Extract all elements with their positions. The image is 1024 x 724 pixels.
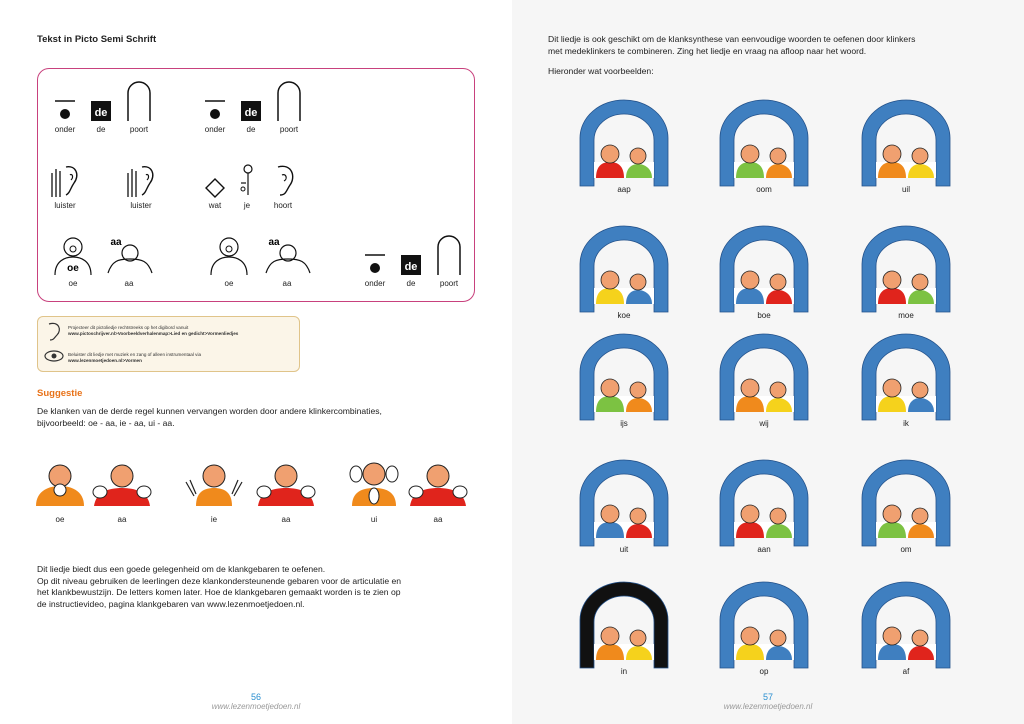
de-icon bbox=[399, 249, 423, 277]
picto-wat: wat bbox=[190, 167, 240, 210]
gesture-aa: aa bbox=[92, 460, 152, 524]
de-icon bbox=[89, 95, 113, 123]
arch-picto-icon bbox=[712, 330, 816, 422]
arch-picto-icon bbox=[854, 330, 958, 422]
person-aa-icon bbox=[256, 460, 316, 506]
left-footer bbox=[156, 692, 356, 711]
person-ui-icon bbox=[344, 460, 404, 506]
oe-glyph-text: oe bbox=[67, 263, 79, 274]
example-uit bbox=[572, 456, 676, 560]
person-ie-icon bbox=[184, 460, 244, 506]
gesture-aa-2: aa bbox=[256, 460, 316, 524]
example-word: uil bbox=[901, 185, 910, 194]
de-glyph-text: de bbox=[94, 107, 108, 119]
arch-picto-icon bbox=[854, 578, 958, 670]
ear-icon bbox=[268, 161, 298, 199]
gesture-oe: oe bbox=[30, 460, 90, 524]
picto-text-box bbox=[37, 68, 475, 302]
footer-url: www.lezenmoetjedoen.nl bbox=[211, 702, 301, 711]
footer-url: www.lezenmoetjedoen.nl bbox=[723, 702, 813, 711]
example-word: moe bbox=[898, 311, 914, 320]
info-listen: Beluister dit liedje met muziek en zang of alleen instrumentaal via www.lezenmoetjedoen.nl>Vormen bbox=[68, 352, 296, 364]
de-icon bbox=[239, 95, 263, 123]
picto-oe: oe oe bbox=[48, 235, 98, 288]
info-link-lezenmoetjedoen[interactable]: www.lezenmoetjedoen.nl>Vormen bbox=[68, 358, 142, 363]
example-word: wij bbox=[759, 419, 769, 428]
person-aa-icon bbox=[92, 460, 152, 506]
example-word: aan bbox=[757, 545, 771, 554]
arch-picto-icon bbox=[712, 456, 816, 548]
poort-icon bbox=[434, 233, 464, 277]
example-koe bbox=[572, 222, 676, 326]
example-boe bbox=[712, 222, 816, 326]
example-word: om bbox=[900, 545, 912, 554]
example-word: koe bbox=[617, 311, 631, 320]
gesture-ui: ui bbox=[344, 460, 404, 524]
example-word: boe bbox=[757, 311, 771, 320]
poort-icon bbox=[124, 79, 154, 123]
example-af bbox=[854, 578, 958, 682]
ear-hand-icon bbox=[124, 161, 158, 199]
arch-picto-icon bbox=[572, 96, 676, 188]
eye-icon bbox=[44, 349, 64, 363]
picto-oe-2: oe bbox=[204, 235, 254, 288]
oe-gesture-icon bbox=[207, 235, 251, 277]
example-word: aap bbox=[617, 185, 631, 194]
arch-picto-icon bbox=[572, 330, 676, 422]
example-ik bbox=[854, 330, 958, 434]
example-aap bbox=[572, 96, 676, 200]
onder-icon bbox=[203, 95, 227, 123]
picto-poort-2: poort bbox=[264, 79, 314, 134]
picto-poort-3: poort bbox=[424, 233, 474, 288]
arch-picto-icon bbox=[854, 222, 958, 314]
example-uil bbox=[854, 96, 958, 200]
example-wij bbox=[712, 330, 816, 434]
picto-de: de de bbox=[76, 95, 126, 134]
picto-je: je bbox=[222, 161, 272, 210]
example-word: af bbox=[902, 667, 910, 676]
suggestion-paragraph: De klanken van de derde regel kunnen vervangen worden door andere klinkercombinaties, bijvoorbeeld: oe - aa, ie - aa, ui - aa. bbox=[37, 406, 382, 428]
ear-hand-icon bbox=[48, 161, 82, 199]
gesture-ie: ie bbox=[184, 460, 244, 524]
picto-onder-2: onder bbox=[190, 95, 240, 134]
aa-glyph-text: aa bbox=[268, 237, 280, 248]
arch-picto-icon bbox=[572, 456, 676, 548]
picto-de-2: de de bbox=[226, 95, 276, 134]
aa-gesture-icon bbox=[262, 235, 312, 277]
picto-aa: aa aa bbox=[104, 235, 154, 288]
arch-picto-icon bbox=[854, 456, 958, 548]
aa-gesture-icon bbox=[104, 235, 154, 277]
example-word: uit bbox=[619, 545, 629, 554]
page-number: 57 bbox=[762, 692, 773, 702]
example-aan bbox=[712, 456, 816, 560]
aa-glyph-text: aa bbox=[110, 237, 122, 248]
picto-de-3: de de bbox=[386, 249, 436, 288]
ear-icon bbox=[44, 321, 62, 341]
arch-picto-icon bbox=[572, 578, 676, 670]
onder-icon bbox=[53, 95, 77, 123]
page-number: 56 bbox=[250, 692, 261, 702]
example-moe bbox=[854, 222, 958, 326]
onder-icon bbox=[363, 249, 387, 277]
person-aa-icon bbox=[408, 460, 468, 506]
arch-picto-icon bbox=[712, 222, 816, 314]
info-link-pictoschrijver[interactable]: www.pictoschrijver.nl>Voorbeeldverhalenmap>Lied en gedicht>Vormenliedjes bbox=[68, 331, 239, 336]
picto-luister: luister bbox=[40, 161, 90, 210]
right-footer bbox=[668, 692, 868, 711]
picto-onder-3: onder bbox=[350, 249, 400, 288]
example-op bbox=[712, 578, 816, 682]
arch-picto-icon bbox=[854, 96, 958, 188]
example-om bbox=[854, 456, 958, 560]
picto-hoort: hoort bbox=[258, 161, 308, 210]
info-box bbox=[37, 316, 300, 372]
example-word: op bbox=[759, 667, 769, 676]
suggestion-title: Suggestie bbox=[37, 388, 83, 399]
person-oe-icon bbox=[32, 460, 88, 506]
example-ijs bbox=[572, 330, 676, 434]
example-word: ijs bbox=[620, 419, 628, 428]
picto-poort: poort bbox=[114, 79, 164, 134]
de-glyph-text: de bbox=[404, 261, 418, 273]
picto-aa-2: aa aa bbox=[262, 235, 312, 288]
example-oom bbox=[712, 96, 816, 200]
gesture-aa-3: aa bbox=[408, 460, 468, 524]
example-word: in bbox=[620, 667, 628, 676]
arch-picto-icon bbox=[712, 578, 816, 670]
examples-label: Hieronder wat voorbeelden: bbox=[548, 66, 654, 76]
left-page-title: Tekst in Picto Semi Schrift bbox=[37, 34, 157, 45]
example-word: oom bbox=[756, 185, 772, 194]
oe-gesture-icon bbox=[51, 235, 95, 277]
picto-luister-2: luister bbox=[116, 161, 166, 210]
example-in bbox=[572, 578, 676, 682]
person-pointer-icon bbox=[235, 161, 259, 199]
arch-picto-icon bbox=[712, 96, 816, 188]
closing-paragraph: Dit liedje biedt dus een goede gelegenheid om de klankgebaren te oefenen. Op dit niveau gebruiken de leerlingen deze klankondersteunende gebaren voor de articulatie en het klankbewustzijn. De letters komen later. Hoe de klankgebaren gemaakt worden is te zien op de instructievideo, pagina klankgebaren van www.lezenmoetjedoen.nl. bbox=[37, 564, 402, 609]
right-page bbox=[512, 0, 1024, 724]
right-intro: Dit liedje is ook geschikt om de klanksynthese van eenvoudige woorden te oefenen door klinkers met medeklinkers te combineren. Zing het liedje en vraag na afloop naar het woord. bbox=[548, 34, 916, 56]
de-glyph-text: de bbox=[244, 107, 258, 119]
example-word: ik bbox=[903, 419, 909, 428]
arch-picto-icon bbox=[572, 222, 676, 314]
picto-onder: onder bbox=[40, 95, 90, 134]
poort-icon bbox=[274, 79, 304, 123]
info-digibord: Projecteer dit pictoliedje rechtstreeks op het digibord vanuit www.pictoschrijver.nl>Voorbeeldverhalenmap>Lied en gedicht>Vormenliedjes bbox=[68, 325, 296, 337]
